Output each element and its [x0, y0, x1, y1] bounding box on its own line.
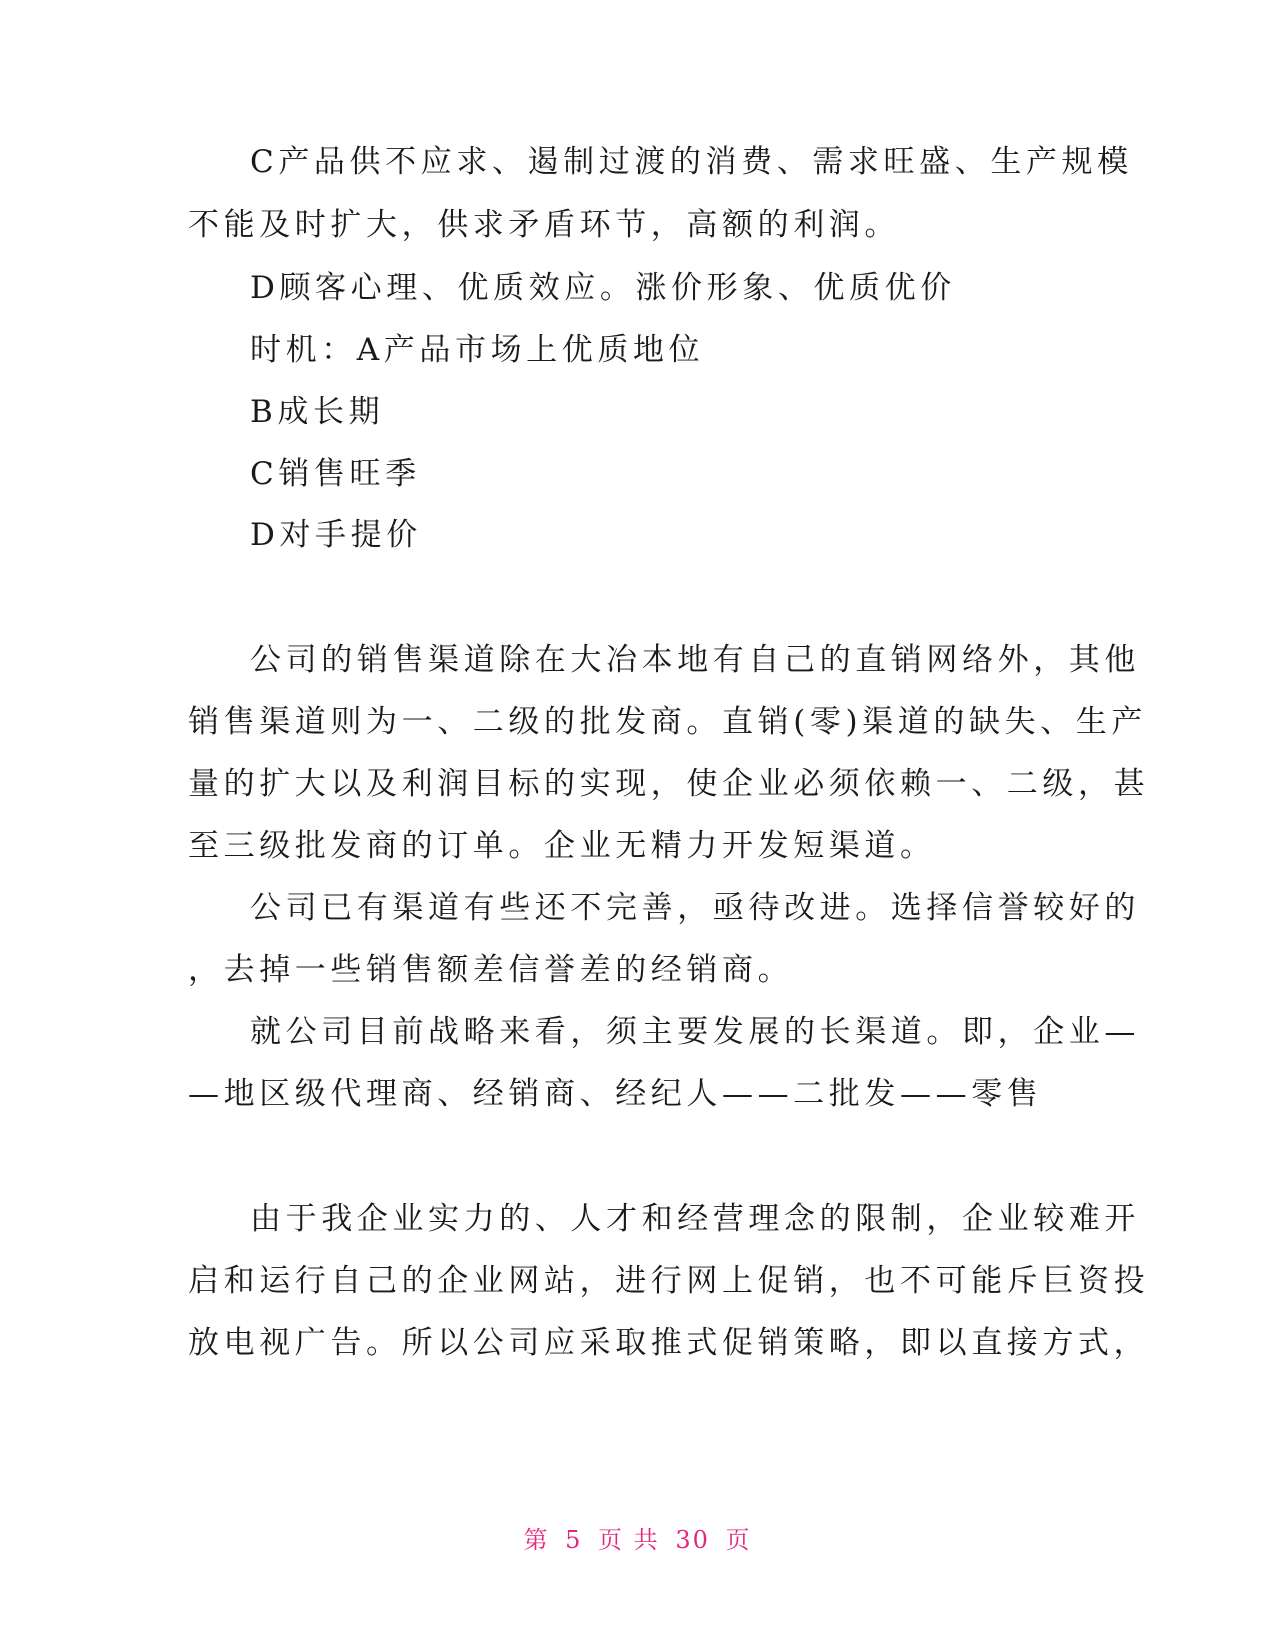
text-line: 量的扩大以及利润目标的实现，使企业必须依赖一、二级，甚 [188, 766, 1150, 802]
footer-total-pages: 30 [675, 1526, 710, 1554]
text-line: 公司已有渠道有些还不完善，亟待改进。选择信誉较好的 [250, 890, 1140, 926]
text-line: 就公司目前战略来看，须主要发展的长渠道。即，企业— [250, 1014, 1140, 1050]
text-line: 不能及时扩大，供求矛盾环节，高额的利润。 [188, 207, 900, 243]
text-line: 放电视广告。所以公司应采取推式促销策略，即以直接方式， [188, 1325, 1150, 1361]
text-line: 销售渠道则为一、二级的批发商。直销(零)渠道的缺失、生产 [188, 704, 1147, 740]
footer-page-number: 5 [565, 1526, 583, 1554]
text-line: D对手提价 [250, 517, 422, 553]
footer-prefix: 第 [523, 1526, 550, 1554]
text-line: 至三级批发商的订单。企业无精力开发短渠道。 [188, 828, 936, 864]
text-line: —地区级代理商、经销商、经纪人——二批发——零售 [188, 1076, 1043, 1112]
text-line: B成长期 [250, 394, 385, 430]
footer-suffix: 页 [725, 1526, 752, 1554]
text-line: ，去掉一些销售额差信誉差的经销商。 [188, 952, 794, 988]
text-line: C产品供不应求、遏制过渡的消费、需求旺盛、生产规模 [250, 144, 1133, 180]
text-line: C销售旺季 [250, 456, 421, 492]
footer-middle: 页 共 [598, 1526, 660, 1554]
text-line: 由于我企业实力的、人才和经营理念的限制，企业较难开 [250, 1201, 1140, 1237]
page-footer [0, 1525, 1275, 1555]
text-line: 时机：A产品市场上优质地位 [250, 332, 705, 368]
text-line: 启和运行自己的企业网站，进行网上促销，也不可能斥巨资投 [188, 1263, 1150, 1299]
text-line: D顾客心理、优质效应。涨价形象、优质优价 [250, 270, 956, 306]
text-line: 公司的销售渠道除在大冶本地有自己的直销网络外，其他 [250, 642, 1140, 678]
